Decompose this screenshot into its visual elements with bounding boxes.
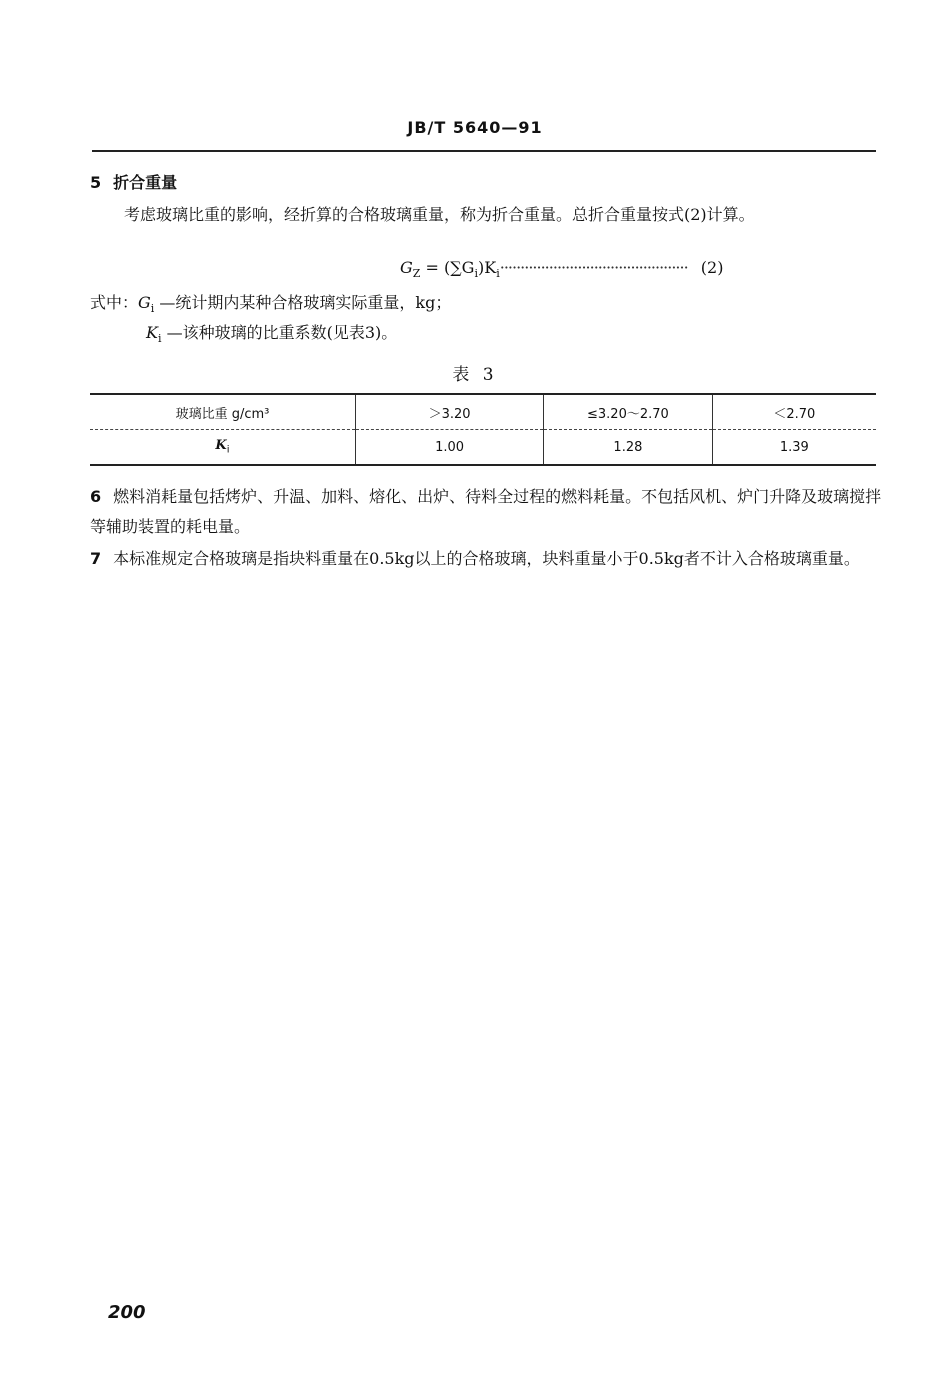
- formula-after: )K: [478, 258, 497, 277]
- table-row-k: [90, 430, 876, 466]
- standard-code-header: JB/T 5640—91: [407, 118, 543, 137]
- table-cell-k-2: 1.28: [544, 430, 712, 466]
- where-line-k: [146, 318, 397, 354]
- section-5-heading: [90, 168, 880, 198]
- k-symbol: K: [215, 438, 227, 454]
- table-3-title: 表 3: [452, 365, 498, 385]
- section-7-number: 7: [90, 549, 102, 568]
- formula-after-sub: i: [496, 267, 500, 281]
- formula-lhs-sub: Z: [412, 267, 421, 281]
- where-k-desc: —该种玻璃的比重系数(见表3)。: [166, 323, 398, 342]
- page-number: 200: [108, 1302, 146, 1323]
- k-symbol-sub: i: [226, 444, 230, 456]
- table-3: [90, 393, 876, 466]
- section-6: [90, 482, 882, 542]
- section-6-text: 燃料消耗量包括烤炉、升温、加料、熔化、出炉、待料全过程的燃料耗量。不包括风机、炉门升降及玻璃搅拌等辅助装置的耗电量。: [90, 487, 882, 536]
- where-g-sub: i: [150, 302, 155, 316]
- formula-number: (2): [700, 258, 724, 277]
- table-cell-k-3: 1.39: [712, 430, 876, 466]
- table-header-density: 玻璃比重 g/cm³: [90, 394, 355, 430]
- where-k-sub: i: [157, 332, 162, 346]
- table-header-lt-2-70: ＜2.70: [712, 394, 876, 430]
- table-row-label: [90, 430, 355, 466]
- section-5-title: 折合重量: [113, 173, 178, 192]
- header-rule: [92, 150, 876, 152]
- where-g-symbol: G: [138, 293, 151, 312]
- section-5-number: 5: [90, 173, 102, 192]
- formula-mid-sub: i: [474, 267, 478, 281]
- formula-lhs: G: [400, 258, 413, 277]
- formula-mid: = (∑G: [420, 258, 475, 277]
- section-5-paragraph: 考虑玻璃比重的影响，经折算的合格玻璃重量，称为折合重量。总折合重量按式(2)计算。: [124, 205, 755, 224]
- table-header-3-20-2-70: ≤3.20～2.70: [544, 394, 712, 430]
- table-header-gt-3-20: ＞3.20: [355, 394, 543, 430]
- where-prefix: 式中：: [90, 293, 139, 312]
- formula-leader-dots: ··············································: [499, 258, 688, 277]
- table-cell-k-1: 1.00: [355, 430, 543, 466]
- formula-2: [400, 258, 723, 280]
- table-header-row: [90, 394, 876, 430]
- where-g-desc: —统计期内某种合格玻璃实际重量，kg；: [159, 293, 452, 312]
- section-7: [90, 544, 882, 574]
- where-k-symbol: K: [146, 323, 158, 342]
- section-7-text: 本标准规定合格玻璃是指块料重量在0.5kg以上的合格玻璃，块料重量小于0.5kg者不计入合格玻璃重量。: [113, 549, 860, 568]
- section-6-number: 6: [90, 487, 102, 506]
